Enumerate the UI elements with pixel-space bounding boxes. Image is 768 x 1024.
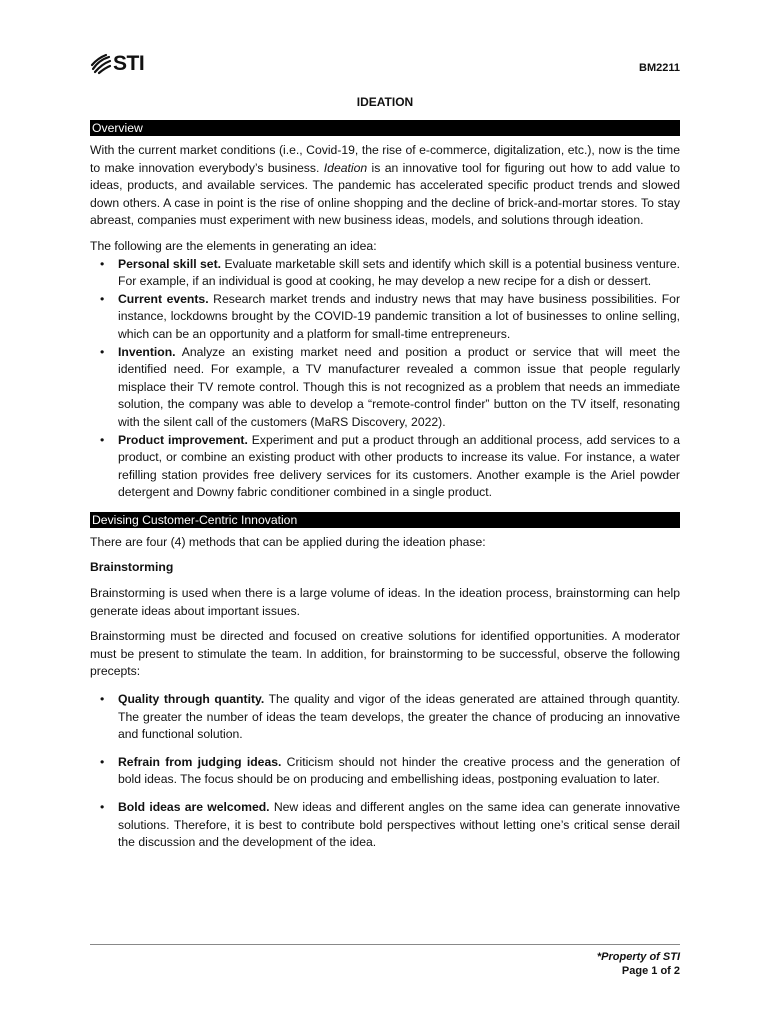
- brainstorming-paragraph-1: Brainstorming is used when there is a large volume of ideas. In the ideation process, brainstorming can help generate ideas about important issues.: [90, 586, 680, 618]
- elements-list: [90, 256, 680, 502]
- list-item: • Personal skill set. Evaluate marketable skill sets and identify which skill is a potential business venture. For example, if an individual is good at cooking, he may develop a new recipe for a dish or dessert.: [100, 256, 680, 289]
- page-footer: [597, 950, 680, 978]
- overview-paragraph: With the current market conditions (i.e., Covid-19, the rise of e-commerce, digitalization, etc.), now is the time to make innovation everybody’s business. Ideation is an innovative tool for figuring out how to add value to ideas, products, and available services. The pandemic has accelerated specific product trends and slowed down others. A case in point is the rise of online shopping and the decline of brick-and-mortar stores. To stay abreast, companies must experiment with new business ideas, models, and solutions through ideation.: [90, 143, 680, 228]
- sti-logo: [90, 52, 144, 76]
- list-item: • Refrain from judging ideas. Criticism should not hinder the creative process and the generation of bold ideas. The focus should be on producing and embellishing ideas, postponing evaluation to later.: [100, 754, 680, 787]
- page-title: IDEATION: [356, 95, 414, 109]
- elements-intro: The following are the elements in generating an idea:: [90, 238, 377, 253]
- property-note: *Property of STI: [596, 951, 680, 963]
- list-item: • Product improvement. Experiment and put a product through an additional process, add services to a product, or combine an existing product with other products to increase its value. For instance, a water refilling station provides free delivery services for its customers. Another example is the Ariel powder detergent and Downy fabric conditioner combined in a single product.: [100, 432, 681, 500]
- document-body: [90, 120, 680, 852]
- methods-intro: There are four (4) methods that can be applied during the ideation phase:: [90, 534, 486, 549]
- list-item: • Bold ideas are welcomed. New ideas and different angles on the same idea can generate innovative solutions. Therefore, it is best to contribute bold perspectives without letting one’s critical sense derail the discussion and the development of the idea.: [100, 800, 681, 850]
- subheading-brainstorming: Brainstorming: [90, 560, 174, 575]
- precepts-list: [90, 691, 680, 852]
- globe-icon: [90, 53, 112, 75]
- footer-divider: [90, 944, 680, 945]
- list-item: • Quality through quantity. The quality and vigor of the ideas generated are attained through quantity. The greater the number of ideas the team develops, the greater the chance of producing an innovative and functional solution.: [100, 692, 681, 742]
- ideation-term: Ideation: [323, 160, 368, 175]
- logo-text: STI: [113, 52, 145, 75]
- course-code: BM2211: [639, 62, 680, 74]
- list-item: • Invention. Analyze an existing market need and position a product or service that will meet the identified need. For example, a TV manufacturer revealed a common issue that people regularly misplace their TV remote control. Though this is not recognized as a problem that needs an immediate solution, the company was able to develop a “remote-control finder” button on the TV itself, resonating with the silent call of the customers (MaRS Discovery, 2022).: [100, 344, 680, 429]
- section-heading-overview: Overview: [90, 120, 680, 136]
- page-number: Page 1 of 2: [621, 965, 680, 977]
- section-heading-devising: Devising Customer-Centric Innovation: [90, 512, 680, 528]
- list-item: • Current events. Research market trends and industry news that may have business possibilities. For instance, lockdowns brought by the COVID-19 pandemic transition a lot of businesses to online selling, which can be an opportunity and a platform for small-time entrepreneurs.: [100, 291, 680, 341]
- brainstorming-paragraph-2: Brainstorming must be directed and focused on creative solutions for identified opportunities. A moderator must be present to stimulate the team. In addition, for brainstorming to be successful, observe the following precepts:: [90, 629, 680, 679]
- page-header: [90, 52, 680, 78]
